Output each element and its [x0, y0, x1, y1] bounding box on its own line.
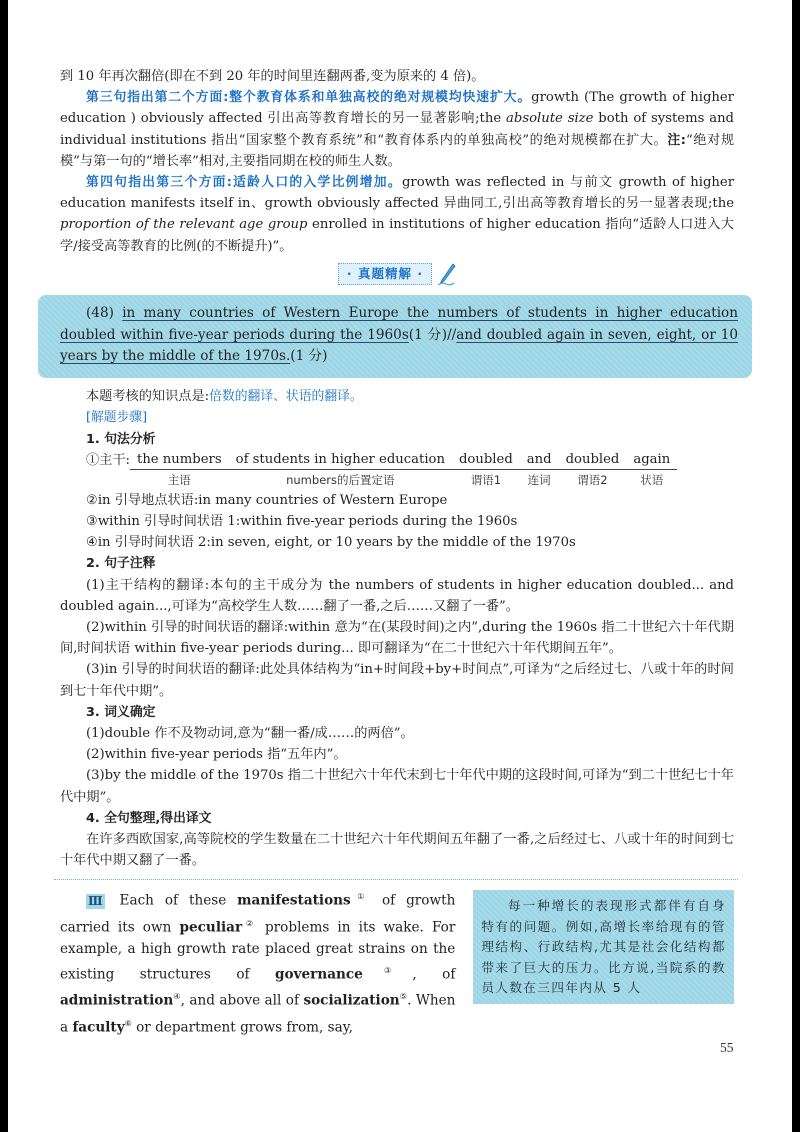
passage-section [60, 886, 734, 1038]
meaning-item: (1)double 作不及物动词,意为“翻一番/成……的两倍”。 [86, 726, 414, 742]
step-2-title: 2. 句子注释 [86, 556, 156, 572]
vocab-word: socialization [303, 992, 400, 1009]
analysis-item: ④in 引导时间状语 2:in seven, eight, or 10 years by the middle of the 1970s [86, 535, 576, 551]
step-1-title: 1. 句法分析 [86, 431, 156, 447]
intro-line: 到 10 年再次翻倍(即在不到 20 年的时间里连翻两番,变为原来的 4 倍)。 [60, 69, 485, 84]
main-clause-label: ①主干: [86, 452, 131, 468]
passage-chinese-translation: 每一种增长的表现形式都伴有自身特有的问题。例如,高增长率给现有的管理结构、行政结构,尤其是社会化结构都带来了巨大的压力。比方说,当院系的教员人数在三四年内从 5 人 [473, 890, 734, 1004]
vocab-word: governance [275, 966, 363, 983]
knowledge-points: 本题考核的知识点是:倍数的翻译、状语的翻译。 [86, 389, 363, 405]
pen-icon [436, 263, 456, 287]
score-1: (1 分) [408, 326, 448, 343]
divider [54, 879, 738, 880]
steps-heading: [解题步骤] [86, 410, 148, 426]
analysis-item: ③within 引导时间状语 1:within five-year periods during the 1960s [86, 514, 518, 530]
analysis-item: ②in 引导地点状语:in many countries of Western Europe [86, 492, 448, 508]
question-box: (48) in many countries of Western Europe the numbers of students in higher education doubled within five-year periods during the 1960s(1 分)//and doubled again in seven, eight, or 10 years by the middle of the 1970s.(1 分) [38, 295, 752, 378]
vocab-word: administration [60, 992, 174, 1009]
note-label: 注: [667, 132, 686, 148]
annotation-item: (1)主干结构的翻译:本句的主干成分为 the numbers of students in higher education doubled... and doubled again...,可译为“高校学生人数……翻了一番,之后……又翻了一番”。 [60, 577, 734, 614]
annotation-item: (2)within 引导的时间状语的翻译:within 意为“在(某段时间)之内”,during the 1960s 指二十世纪六十年代期间,时间状语 within five-year periods during... 即可翻译为“在二十世纪六十年代期间五年”。 [60, 620, 734, 657]
question-part-2: and doubled again in seven, eight, or 10 years by the middle of the 1970s. [60, 326, 738, 365]
question-part-1: in many countries of Western Europe the numbers of students in higher education doubled within five-year periods during the 1960s [60, 304, 738, 343]
structure-table: the numbers of students in higher education doubled and doubled again 主语 numbers的后置定语 谓语1 连词 谓语2 状语 [130, 450, 677, 490]
book-page [8, 0, 792, 1132]
passage-english: Ⅲ Each of these manifestations① of growth carried its own peculiar② problems in its wake. For example, a high growth rate placed great strains on the existing structures of governance③, of administration④, and above all of socialization⑤. When a faculty⑥ or department grows from, say, [60, 892, 456, 1036]
analysis-paragraph-2: 第三句指出第二个方面:整个教育体系和单独高校的绝对规模均快速扩大。growth (The growth of higher education ) obviously affected 引出高等教育增长的另一显著影响;the absolute size both of systems and individual institutions 指出“国家整个教育系统”和“教育体系内的单独高校”的绝对规模都在扩大。注:“绝对规模”与第一句的“增长率”相对,主要指同期在校的师生人数。 [60, 90, 735, 169]
page-content [60, 66, 738, 1039]
score-2: (1 分) [290, 348, 328, 365]
vocab-word: peculiar [179, 919, 243, 936]
section-mark: Ⅲ [88, 894, 103, 909]
sentence-structure [86, 450, 734, 554]
annotation-item: (3)in 引导的时间状语的翻译:此处具体结构为“in+时间段+by+时间点”,可译为“之后经过七、八或十年的时间到七十年代中期”。 [60, 662, 734, 699]
step-4-title: 4. 全句整理,得出译文 [86, 810, 212, 826]
meaning-item: (2)within five-year periods 指“五年内”。 [86, 747, 347, 763]
final-translation: 在许多西欧国家,高等院校的学生数量在二十世纪六十年代期间五年翻了一番,之后经过七、八或十年的时间到七十年代中期又翻了一番。 [60, 832, 734, 869]
analysis-paragraph-3: 第四句指出第三个方面:适龄人口的入学比例增加。growth was reflected in 与前文 growth of higher education manifests itself in、growth obviously affected 异曲同工,引出高等教育增长的另一显著表现;the proportion of the relevant age group enrolled in institutions of higher education 指向“适龄人口进入大学/接受高等教育的比例(的不断提升)”。 [60, 175, 734, 254]
vocab-word: faculty [72, 1019, 125, 1036]
section-badge: · 真题精解 · [338, 263, 432, 285]
page-number: 55 [720, 1040, 734, 1055]
vocab-word: manifestations [237, 893, 351, 910]
paragraph-lead: 第三句指出第二个方面:整个教育体系和单独高校的绝对规模均快速扩大。 [86, 90, 532, 106]
question-number: (48) [86, 304, 114, 321]
paragraph-lead: 第四句指出第三个方面:适龄人口的入学比例增加。 [86, 175, 402, 191]
section-badge-row [60, 263, 734, 289]
step-3-title: 3. 词义确定 [86, 704, 156, 720]
meaning-item: (3)by the middle of the 1970s 指二十世纪六十年代末到七十年代中期的这段时间,可译为“到二十世纪七十年代中期”。 [60, 768, 734, 805]
